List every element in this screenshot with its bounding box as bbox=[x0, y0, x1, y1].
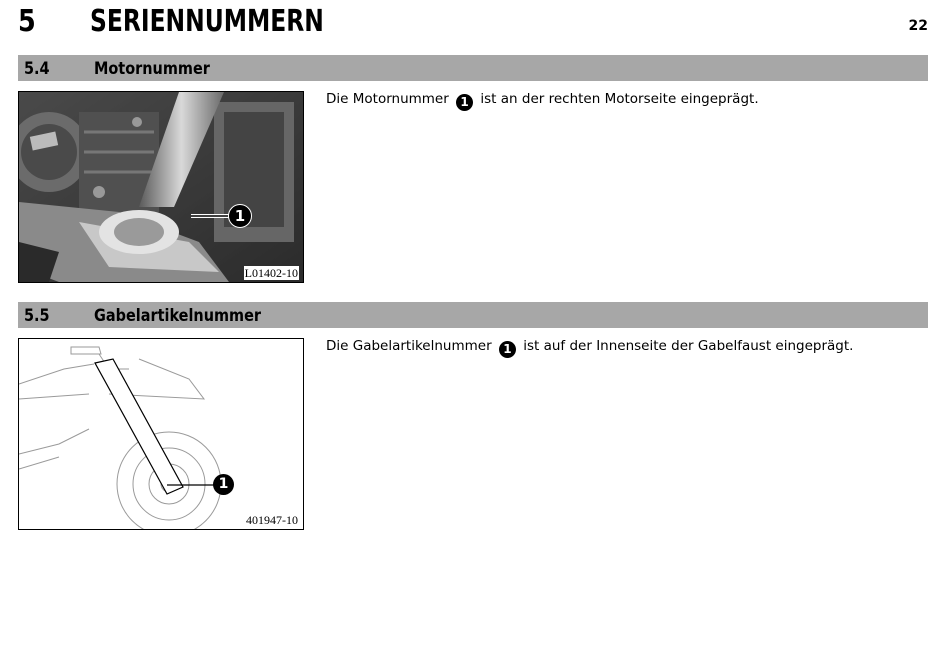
fork-drawing-figure bbox=[18, 338, 304, 530]
callout-marker: 1 bbox=[228, 204, 252, 228]
section-number: 5.4 bbox=[24, 59, 50, 79]
section-header-motornummer bbox=[18, 55, 928, 81]
section-header-gabelartikelnummer bbox=[18, 302, 928, 328]
engine-photo bbox=[19, 92, 303, 282]
engine-photo-figure bbox=[18, 91, 304, 283]
text-before: Die Gabelartikelnummer bbox=[326, 338, 492, 354]
chapter-title: SERIENNUMMERN bbox=[90, 4, 324, 39]
section-text-gabelartikelnummer bbox=[326, 337, 853, 358]
chapter-number: 5 bbox=[18, 4, 36, 39]
section-title: Gabelartikelnummer bbox=[94, 306, 262, 326]
fork-drawing bbox=[19, 339, 303, 529]
text-before: Die Motornummer bbox=[326, 91, 449, 107]
figure-code: 401947-10 bbox=[246, 513, 298, 527]
section-title: Motornummer bbox=[94, 59, 210, 79]
figure-code: L01402-10 bbox=[244, 266, 298, 280]
number-marker: 1 bbox=[456, 94, 473, 111]
text-after: ist an der rechten Motorseite eingeprägt. bbox=[480, 91, 759, 107]
section-text-motornummer bbox=[326, 90, 759, 111]
number-marker: 1 bbox=[499, 341, 516, 358]
callout-marker: 1 bbox=[213, 474, 234, 495]
text-after: ist auf der Innenseite der Gabelfaust eingeprägt. bbox=[523, 338, 854, 354]
section-number: 5.5 bbox=[24, 306, 50, 326]
page-number: 22 bbox=[908, 18, 928, 34]
